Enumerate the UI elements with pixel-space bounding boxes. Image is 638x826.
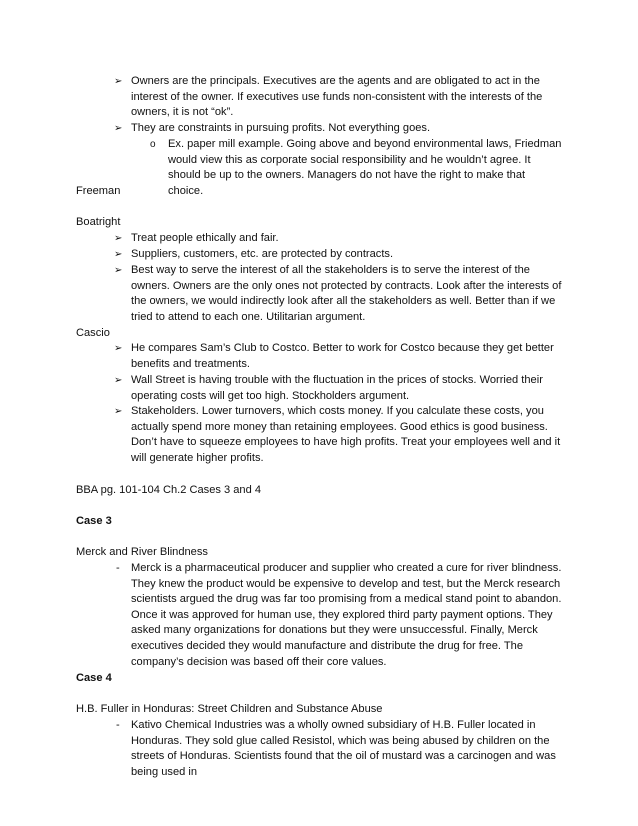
section-heading-cascio: Cascio bbox=[76, 327, 110, 339]
dash-bullet-icon: - bbox=[116, 719, 120, 731]
case-4-item bbox=[116, 718, 576, 780]
bullet-item bbox=[114, 121, 571, 137]
bullet-text: He compares Sam’s Club to Costco. Better to work for Costco because they get better benefits and treatments. bbox=[131, 342, 554, 370]
arrow-bullet-icon: ➢ bbox=[114, 233, 123, 244]
section-heading-freeman: Freeman bbox=[76, 185, 121, 197]
arrow-bullet-icon: ➢ bbox=[114, 249, 123, 260]
case-4-heading bbox=[76, 671, 112, 687]
case-4-title: H.B. Fuller in Honduras: Street Children and Substance Abuse bbox=[76, 703, 383, 715]
case-3-item bbox=[116, 561, 576, 670]
bullet-item bbox=[114, 263, 571, 325]
bullet-text: Stakeholders. Lower turnovers, which costs money. If you calculate these costs, you actually spend more money than retaining employees. Good ethics is good business. Don’t have to squeeze employees to have high profits. Treat your employees well and it will generate higher profits. bbox=[131, 405, 561, 464]
dash-bullet-icon: - bbox=[116, 562, 120, 574]
arrow-bullet-icon: ➢ bbox=[114, 265, 123, 276]
case-3-text: Merck is a pharmaceutical producer and supplier who created a cure for river blindness. They knew the product would be expensive to develop and test, but the Merck research scientists argued the drug was far too promising from a medical stand point to abandon. Once it was approved for human use, they explored third party payment options. They asked many organizations for donations but they were unsuccessful. Finally, Merck executives decided they would manufacture and distribute the drug for free. The company’s decision was based off their core values. bbox=[131, 562, 562, 668]
bullet-item bbox=[114, 231, 571, 247]
arrow-bullet-icon: ➢ bbox=[114, 123, 123, 134]
bullet-item bbox=[114, 341, 571, 372]
case-4-text: Kativo Chemical Industries was a wholly owned subsidiary of H.B. Fuller located in Honduras. They sold glue called Resistol, which was being abused by children on the streets of Honduras. Scientists found that the oil of mustard was a carcinogen and was being used in bbox=[131, 719, 556, 778]
bullet-text: Suppliers, customers, etc. are protected by contracts. bbox=[131, 248, 394, 260]
circle-bullet-icon: o bbox=[150, 139, 156, 150]
arrow-bullet-icon: ➢ bbox=[114, 343, 123, 354]
arrow-bullet-icon: ➢ bbox=[114, 375, 123, 386]
bullet-item bbox=[114, 247, 571, 263]
sub-bullet-item bbox=[150, 137, 563, 199]
bullet-text: Treat people ethically and fair. bbox=[131, 232, 279, 244]
bullet-item bbox=[114, 404, 571, 466]
sub-bullet-text: Ex. paper mill example. Going above and beyond environmental laws, Friedman would view this as corporate social responsibility and he wouldn’t agree. It should be up to the owners. Managers do not have the right to make that choice. bbox=[168, 138, 562, 197]
arrow-bullet-icon: ➢ bbox=[114, 406, 123, 417]
reading-reference: BBA pg. 101-104 Ch.2 Cases 3 and 4 bbox=[76, 484, 262, 496]
case-4-heading-text: Case 4 bbox=[76, 672, 112, 684]
bullet-text: Wall Street is having trouble with the fluctuation in the prices of stocks. Worried their operating costs will get too high. Stockholders argument. bbox=[131, 374, 543, 402]
bullet-text: Owners are the principals. Executives are the agents and are obligated to act in the interest of the owner. If executives use funds non-consistent with the interests of the owners, it is not “ok”. bbox=[131, 75, 543, 119]
bullet-item bbox=[114, 74, 571, 121]
section-heading-boatright: Boatright bbox=[76, 216, 121, 228]
case-3-heading-text: Case 3 bbox=[76, 515, 112, 527]
case-3-title: Merck and River Blindness bbox=[76, 546, 208, 558]
bullet-item bbox=[114, 373, 571, 404]
arrow-bullet-icon: ➢ bbox=[114, 76, 123, 87]
bullet-text: Best way to serve the interest of all the stakeholders is to serve the interest of the owners. Owners are the only ones not protected by contracts. Look after the interests of the owners, we would indirectly look after all the stakeholders as well. Better than if we tried to attend to each one. Utilitarian argument. bbox=[131, 264, 562, 323]
bullet-text: They are constraints in pursuing profits. Not everything goes. bbox=[131, 122, 431, 134]
case-3-heading bbox=[76, 514, 112, 530]
